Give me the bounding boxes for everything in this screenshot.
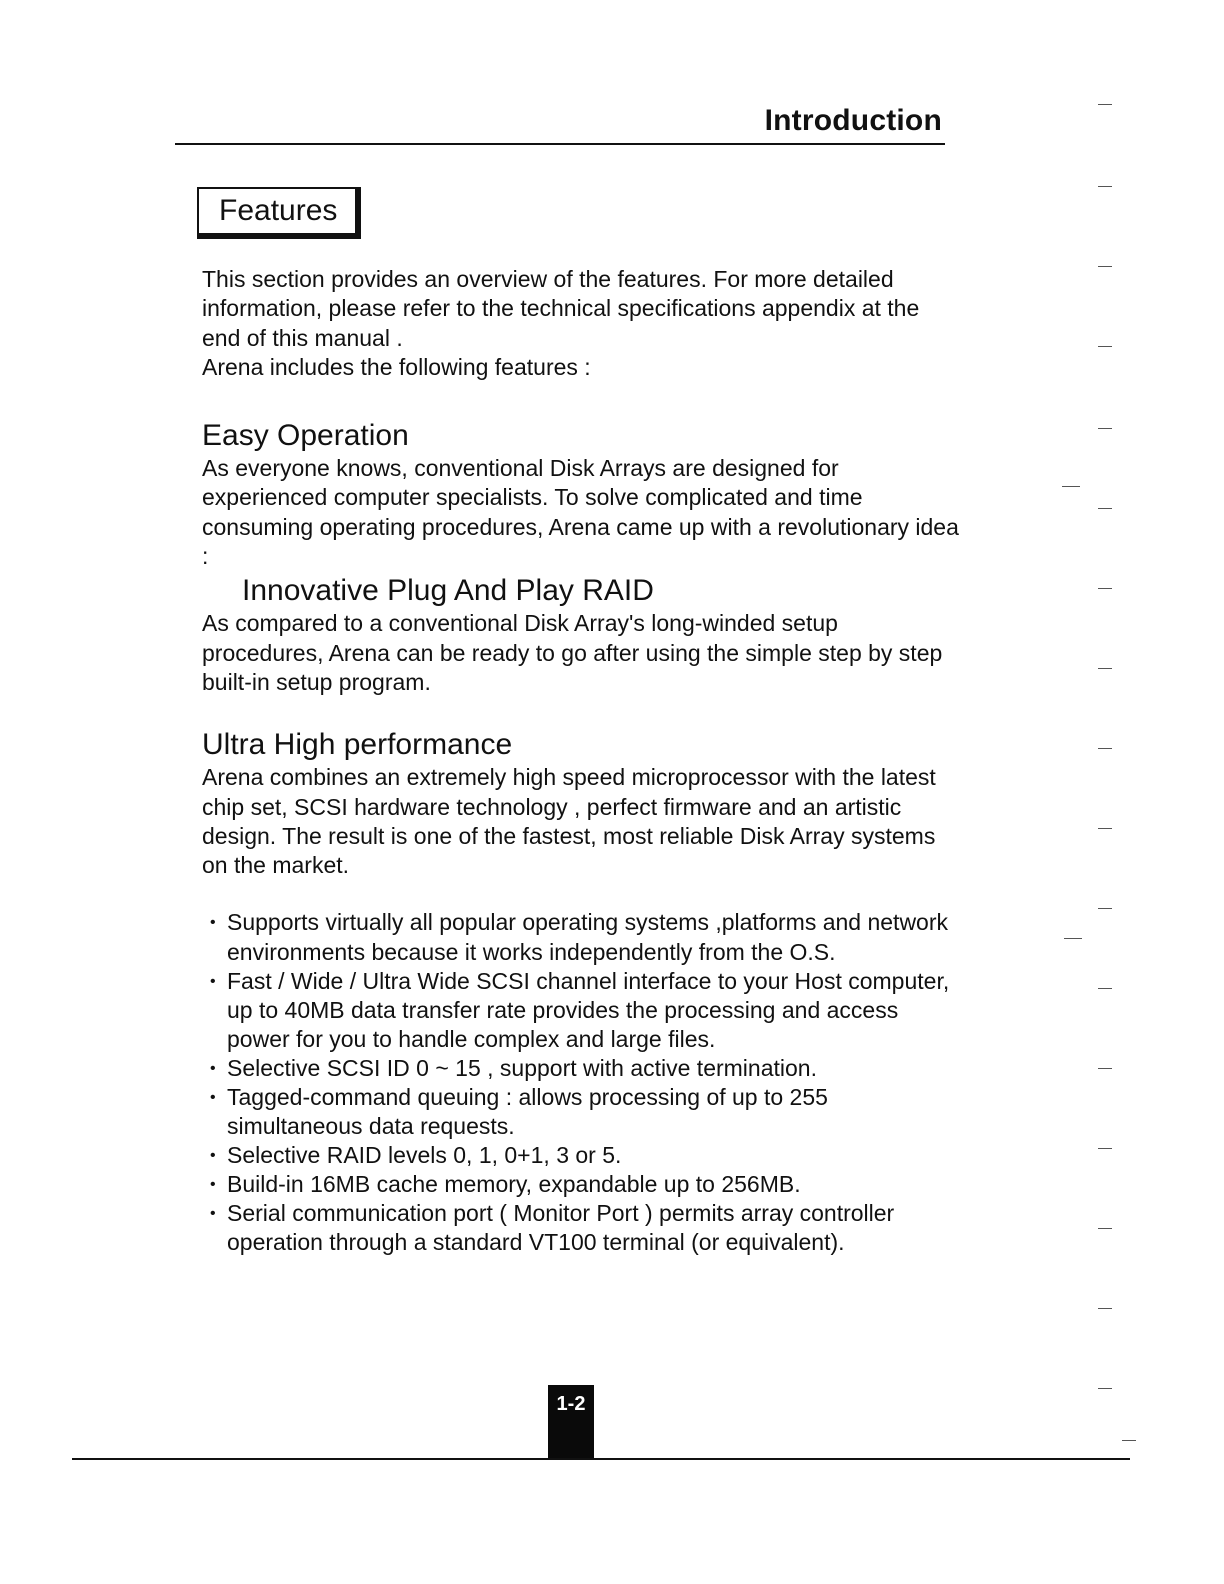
header-rule	[175, 143, 945, 145]
intro-lead-in: Arena includes the following features :	[202, 353, 591, 380]
feature-item: • Tagged-command queuing : allows processing of up to 255 simultaneous data requests.	[210, 1083, 962, 1141]
feature-item: • Build-in 16MB cache memory, expandable up to 256MB.	[210, 1170, 962, 1199]
easy-operation-paragraph: As everyone knows, conventional Disk Arrays are designed for experienced computer specialists. To solve complicated and time consuming operating procedures, Arena came up with a revolutionary idea :	[202, 455, 959, 570]
margin-tick	[1098, 266, 1112, 267]
margin-tick	[1122, 1440, 1136, 1441]
chapter-title: Introduction	[764, 104, 942, 137]
ultra-performance-paragraph: Arena combines an extremely high speed microprocessor with the latest chip set, SCSI hardware technology , perfect firmware and an artistic design. The result is one of the fastest, most reliable Disk Array systems on the market.	[202, 764, 936, 879]
margin-tick	[1098, 428, 1112, 429]
feature-list	[210, 908, 962, 1257]
margin-tick	[1098, 588, 1112, 589]
intro-paragraph: This section provides an overview of the features. For more detailed information, please refer to the technical specifications appendix at the end of this manual .	[202, 266, 920, 351]
margin-tick	[1098, 988, 1112, 989]
page-number: 1-2	[548, 1385, 594, 1459]
feature-item: • Supports virtually all popular operating systems ,platforms and network environments because it works independently from the O.S.	[210, 908, 962, 966]
margin-tick	[1098, 748, 1112, 749]
margin-tick	[1098, 828, 1112, 829]
page-content	[202, 265, 962, 1258]
margin-tick	[1098, 346, 1112, 347]
margin-tick	[1098, 908, 1112, 909]
margin-tick	[1098, 508, 1112, 509]
feature-item: • Fast / Wide / Ultra Wide SCSI channel interface to your Host computer, up to 40MB data transfer rate provides the processing and access power for you to handle complex and large files.	[210, 967, 962, 1054]
section-title: Features	[197, 187, 361, 239]
feature-item: • Serial communication port ( Monitor Port ) permits array controller operation through a standard VT100 terminal (or equivalent).	[210, 1199, 962, 1257]
margin-tick	[1098, 186, 1112, 187]
margin-tick	[1098, 1388, 1112, 1389]
margin-tick	[1098, 668, 1112, 669]
feature-item: • Selective RAID levels 0, 1, 0+1, 3 or 5.	[210, 1141, 962, 1170]
margin-tick	[1064, 938, 1082, 939]
plug-and-play-paragraph: As compared to a conventional Disk Array's long-winded setup procedures, Arena can be ready to go after using the simple step by step built-in setup program.	[202, 610, 943, 695]
margin-tick	[1098, 104, 1112, 105]
margin-tick	[1098, 1068, 1112, 1069]
ultra-performance-heading: Ultra High performance	[202, 728, 513, 762]
margin-tick	[1098, 1308, 1112, 1309]
plug-and-play-heading: Innovative Plug And Play RAID	[242, 574, 654, 608]
easy-operation-heading: Easy Operation	[202, 419, 409, 453]
margin-tick	[1062, 486, 1080, 487]
feature-item: • Selective SCSI ID 0 ~ 15 , support with active termination.	[210, 1054, 962, 1083]
margin-tick	[1098, 1148, 1112, 1149]
margin-tick	[1098, 1228, 1112, 1229]
footer-rule	[72, 1458, 1130, 1460]
